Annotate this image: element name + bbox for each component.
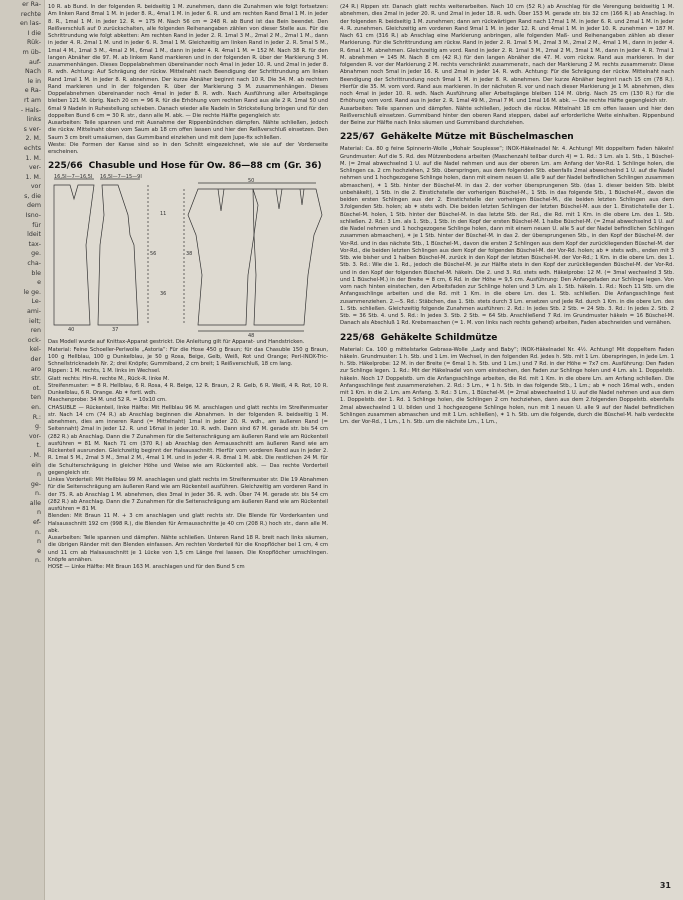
dim-label: 50 xyxy=(248,178,255,185)
pattern-diagram xyxy=(48,174,328,340)
dim-label: 56 xyxy=(150,251,157,258)
margin-text-fragment: e Ra- xyxy=(24,87,41,95)
material-paragraph: Material: Feine Schoeller-Perlwolle „Astoria“: Für die Hose 450 g Braun; für das Chasuble 150 g Braun, 100 g Hellblau, 100 g Dunkelblau, je 50 g Rosa, Beige, Gelb, Weiß, Rot und Orange; Perl-INOX-Tric-Schnellstricknadeln Nr. 2; drei Knöpfe; Gummiband, 2 cm breit; 1 Reißverschluß, 18 cm lang. xyxy=(48,346,328,367)
margin-text-fragment: str. xyxy=(31,375,41,383)
margin-text-fragment: ot. xyxy=(32,384,41,392)
section-number: 225/67 xyxy=(340,132,375,143)
margin-text-fragment: cha- xyxy=(27,260,41,268)
margin-text-fragment: n xyxy=(37,509,41,517)
margin-text-fragment: links xyxy=(26,116,41,124)
margin-text-fragment: le in xyxy=(27,77,41,85)
margin-text-fragment: ver- xyxy=(28,164,41,172)
margin-text-fragment: ge. xyxy=(31,250,41,258)
margin-text-fragment: n. xyxy=(35,490,41,498)
margin-text-fragment: 1. M. xyxy=(25,173,41,181)
margin-text-fragment: n xyxy=(37,471,41,479)
section-heading-225-66 xyxy=(48,160,328,172)
margin-text-fragment: t. xyxy=(36,442,41,450)
margin-text-fragment: 2. M. xyxy=(25,135,41,143)
margin-text-fragment: R.: xyxy=(32,413,41,421)
dart-mark-2 xyxy=(276,189,282,209)
section-number: 225/66 xyxy=(48,161,83,172)
finishing-paragraph: Ausarbeiten: Teile spannen und mit Ausnahme der Rippenbündchen dämpfen. Nähte schließen, jedoch die rückw. Mittelnaht oben vom Saum ab 18 cm offen lassen und hier den Reißverschluß einsetzen. Den Saum 3 cm breit umsäumen, das Gummiband einziehen und mit dem Jupe-fix schließen. xyxy=(48,120,328,141)
pants-piece-right xyxy=(253,189,322,325)
dim-label: 40 xyxy=(68,327,75,334)
margin-text-fragment: vor xyxy=(30,183,41,191)
margin-text-fragment: ble xyxy=(31,269,41,277)
vest-note: Weste: Die Formen der Kanse sind so in den Schnitt eingezeichnet, wie sie auf der Vorderseite erscheinen. xyxy=(48,141,328,155)
margin-text-fragment: s ver- xyxy=(23,125,41,133)
margin-text-fragment: Le- xyxy=(31,298,41,306)
margin-text-fragment: n. xyxy=(35,528,41,536)
section-title: Gehäkelte Mütze mit Büschelmaschen xyxy=(380,132,574,143)
margin-text-fragment: ren xyxy=(30,327,41,335)
hose-paragraph: HOSE — Linke Hälfte: Mit Braun 163 M. anschlagen und für den Bund 5 cm xyxy=(48,564,245,570)
margin-text-fragment: auf- xyxy=(29,58,41,66)
margin-text-fragment: s, die xyxy=(24,192,41,200)
margin-text-fragment: Rük- xyxy=(26,39,41,47)
left-column xyxy=(48,4,328,888)
dim-label: 11 xyxy=(160,211,167,218)
margin-text-fragment: ein xyxy=(31,461,41,469)
margin-text-fragment: kel- xyxy=(29,346,41,354)
margin-text-fragment: n. xyxy=(35,557,41,565)
margin-text-fragment: rt am xyxy=(23,96,41,104)
margin-text-fragment: rechte xyxy=(20,10,41,18)
hat-instructions: Material: Ca. 80 g feine Spinnerin-Wolle „Mohair Souplesse“; INOX-Häkelnadel Nr. 4. Achtung! Mit doppeltem Faden häkeln! Grundmuster: Auf die 5. Rd. des Mützenbodens arbeiten (Maschenzahl teilbar durch 4) = 1. Rd.: 3 Lm. als 1. Stb., 1 Büschel-M. (= 2mal abwechselnd 1 U. auf die Nadel nehmen und aus der oberen Lm. am Anfang der Vor-Rd. 1 Schlinge holen, die Schlingen ca. 2 cm hochziehen, 2 Stb. überspringen, aus dem folgenden Stb. ebenfalls 2mal abwechselnd 1 U. auf die Nadel nehmen und 1 hochgezogene Schlinge holen, dann mit einem neuen U. alle 9 auf der Nadel befindlichen Schlingen zusammen abmaschen), ✶ 1 Stb. hinter der Büschel-M. in das 2. der vorher übersprungenen Stb. (das 1. dieser beiden Stb. bleibt unbehäkelt), 1 Stb. in die 2. Einstichstelle der vorherigen Büschel-M., 1 Stb. in das folgende Stb., 1 Büschel-M., davon die beiden ersten Schlingen aus der 2. Einstichstelle der vorherigen Büschel-M., die beiden letzten Schlingen aus dem 3.folgenden Stb. holen; ab ✶ stets wdh. Die beiden letzten Schlingen der letzten Büschel-M. aus der 1. Einstichstelle der 1. Büschel-M. holen, 1 Stb. hinter der Büschel-M. in das letzte Stb. der Rd., die Rd. mit 1 Km. in die obere Lm. des 1. Stb. schließen. 2. Rd.: 3 Lm. als 1. Stb., 1 Stb. in den Kopf der ersten Büschel-M. 1 halbe Büschel-M. (= 2mal abwechselnd 1 U. auf die Nadel nehmen und 1 hochgezogene Schlinge holen, dann mit einem neuen U. alle 5 auf der Nadel befindlichen Schlingen zusammen abmaschen), ✶ je 1 Stb. hinter der Büschel-M. in das 2. der übersprungenen Stb., in den Kopf der Büschel-M. der Vor-Rd. und in das nächste Stb., 1 Büschel-M., davon die ersten 2 Schlingen aus dem Kopf der zurückliegenden Büschel-M. der Vor-Rd., die beiden letzten Schlingen aus dem Kopf der folgenden Büschel-M. der Vor-Rd. holen; ab ✶ stets wdh., enden mit 3 Stb. wie bisher und 1 halben Büschel-M. zurück in den Kopf der letzten Büschel-M. der Vor-Rd.; 1 Km. in die obere Lm. des 1. Stb. 3. Rd.: Wie die 1. Rd., jedoch die Büschel-M. je zur Hälfte stets in den Kopf der zurückliegenden Büschel-M. der Vor-Rd. und in den Kopf der folgenden Büschel-M. häkeln. Die 2. und 3. Rd. stets wdh. Häkelprobe: 12 M. (= 3mal wechselnd 3 Stb. und 1 Büschel-M.) in der Breite = 8 cm, 6 Rd. in der Höhe = 9,5 cm. Ausführung: Den Anfangsfaden zur Schlinge legen. Von vorn nach hinten einstechen, den Arbeitsfaden zur Schlinge holen und 3 Lm. als 1. Stb. häkeln. 1. Rd.: Noch 11 Stb. um die Anfangsschlinge arbeiten und die Rd. mit 1 Km. in die obere Lm. des 1. Stb. schließen. Die Anfangsschlinge fest zusammenziehen. 2.—5. Rd.: Stäbchen, das 1. Stb. stets durch 3 Lm. ersetzen und jede Rd. durch 1 Km. in die obere Lm. des 1. Stb. schließen. Gleichzeitig folgende Zunahmen ausführen: 2. Rd.: In jedes Stb. 2 Stb. = 24 Stb. 3. Rd.: In jedes 2. Stb. 2 Stb. = 36 Stb. 4. und 5. Rd.: In jedes 3. Stb. 2 Stb. = 64 Stb. Anschließend 7 Rd. im Grundmuster häkeln = 16 Büschel-M. Danach als Abschluß 1 Rd. Krebsmaschen (= 1. M. von links nach rechts gehend) arbeiten, Faden abschneiden und vernähen. xyxy=(340,146,674,327)
previous-page-margin xyxy=(0,0,45,900)
section-title: Chasuble und Hose für Ow. 86—88 cm (Gr. 36) xyxy=(88,161,322,172)
section-heading-225-67 xyxy=(340,131,674,143)
dim-label: 36 xyxy=(160,291,167,298)
margin-text-fragment: en. xyxy=(31,403,41,411)
dim-label: 16,5I—7—16,5I xyxy=(54,174,93,181)
margin-text-fragment: 1. M. xyxy=(25,154,41,162)
margin-text-fragment: ge- xyxy=(30,480,41,488)
front-piece-paragraph: Linkes Vorderteil: Mit Hellblau 99 M. anschlagen und glatt rechts im Streifenmuster str. Die 19 Abnahmen für die Seitenschrägung am äußeren Rand wie am Rückenteil ausführen. Gleichzeitig am vorderen Rand in der 75. R. ab Anschlag 1 M. abnehmen, dies 3mal in jeder 36. R. wdh. Über 74 M. gerade str. bis 54 cm (282 R.) ab Anschlag. Dann die 7 Zunahmen für die Seitenschrägung am äußeren Rand wie am Rückenteil ausführen = 81 M. xyxy=(48,477,328,512)
margin-text-fragment: Isno- xyxy=(25,212,41,220)
margin-text-fragment: - Hals- xyxy=(20,106,41,114)
margin-text-fragment: dem xyxy=(26,202,41,210)
dim-label: 48 xyxy=(248,333,255,340)
margin-text-fragment: der xyxy=(30,355,41,363)
pants-instructions-intro: 10 R. ab Bund. In der folgenden R. beidseitig 1 M. zunehmen, dann die Zunahmen wie folgt fortsetzen: Am linken Rand 8mal 1 M. in jeder 8. R., 4mal 1 M. in jeder 6. R. und am rechten Rand 8mal 1 M. in jeder 8. R., 1mal 1 M. in jeder 12. R. = 175 M. Nach 56 cm = 248 R. ab Bund ist das Bein beendet. Den Reißverschluß auf 0 zurückschalten, alle folgenden Reihenangaben zählen von dieser Stelle aus. Für die Schrittrundung wie folgt abketten: Am rechten Rand in jeder 2. R. 1mal 3 M., 2mal 2 M., 2mal 1 M., dann in jeder 4. R. 2mal 1 M. und in jeder 6. R. 3mal 1 M. Gleichzeitig am linken Rand in jeder 2. R. 5mal 5 M., 1mal 4 M., 1mal 3 M., 4mal 2 M., 6mal 1 M., dann in jeder 4. R. 4mal 1 M. = 152 M. Nach 38 R. für den langen Abnäher die 97. M. ab linkem Rand markieren und in der folgenden R. über der Markierung 3 M. zusammenhängen. Dieses Doppelabnehmen übereinander noch 4mal in jeder 10. R. und 2mal in jeder 8. R. wdh. Achtung: Auf Schrägung der rückw. Mittelnaht nach Beendigung der Schrittrundung am linken Rand 1mal 1 M. in jeder 8. R. abnehmen. Der kurze Abnäher beginnt nach 10 R. Die 34. M. ab rechtem Rand markieren und in der folgenden R. über der Markierung 3 M. zusammenhängen. Dieses Doppelabnehmen übereinander noch 4mal in jeder 8. R. wdh. Nach Ausführung aller Arbeitsgänge bleiben 121 M. übrig. Nach 20 cm = 96 R. für die Erhöhung vom rechten Rand aus alle 2 R. 1mal 50 und 6mal 9 Nadeln in Ruhestellung schieben. Danach wieder alle Nadeln in Strickstellung bringen und für den doppelten Bund 6 cm = 30 R. str., dann alle M. abk. — Die rechte Hälfte gegengleich str. xyxy=(48,4,328,119)
margin-text-fragment: ami- xyxy=(26,308,41,315)
chasuble-paragraph: CHASUBLE — Rückenteil, linke Hälfte: Mit Hellblau 96 M. anschlagen und glatt rechts im Streifenmuster str. Nach 14 cm (74 R.) ab Anschlag beginnen die Abnahmen. In der folgenden R. beidseitig 1 M. abnehmen, dies am inneren Rand (= Mittelnaht) 1mal in jeder 20. R. wdh., am äußeren Rand (= Seitennaht) 2mal in jeder 12. R. und 16mal in jeder 10. R. wdh. Dann sind 67 M. gerade str. bis 54 cm (282 R.) ab Anschlag. Dann die 7 Zunahmen für die Seitenschrägung am äußeren Rand wie am Rückenteil ausführen = 81 M. Nach 71 cm (370 R.) ab Anschlag den Armausschnitt am äußeren Rand wie am Rückenteil ausrunden. Gleichzeitig beginnt der Halsausschnitt. Hierfür vom vorderen Rand aus in jeder 2. R. 1mal 5 M., 2mal 3 M., 3mal 2 M., 4mal 1 M. und in jeder 4. R. 8mal 1 M. abk. Die restlichen 24 M. für die Schulterschrägung in gleicher Höhe und Weise wie am Rückenteil abk. — Das rechte Vorderteil gegengleich str. xyxy=(48,404,328,476)
margin-text-fragment: Nach xyxy=(24,68,41,76)
margin-text-fragment: für xyxy=(32,221,41,229)
chasuble-front-shape xyxy=(98,185,138,325)
margin-text-fragment: g. xyxy=(35,423,41,431)
section-number: 225/68 xyxy=(340,332,375,343)
pants-continuation: (24 R.) Rippen str. Danach glatt rechts weiterarbeiten. Nach 10 cm (52 R.) ab Anschlag für die Verengung beidseitig 1 M. abnehmen, dies 2mal in jeder 20. R. und 2mal in jeder 18. R. wdh. Über 153 M. gerade str. bis 32 cm (166 R.) ab Anschlag. In der folgenden R. beidseitig 1 M. zunehmen; dann am rückwärtigen Rand nach 17mal 1 M. in jeder 6. R. und 2mal 1 M. in jeder 4. R. zunehmen. Gleichzeitig am vorderen Rand 9mal 1 M. in jeder 12. R. und 4mal 1 M. in jeder 10. R. zunehmen = 187 M. Nach 61 cm (316 R.) ab Anschlag eine Markierung anbringen, alle folgenden Maß- und Reihenangaben zählen ab dieser Markierung. Für die Schrittrundung am rückw. Rand in jeder 2. R. 1mal 5 M., 2mal 3 M., 2mal 2 M., 4mal 1 M., dann in jeder 4. R. 6mal 1 M. abnehmen. Gleichzeitig am vord. Rand in jeder 2. R. 1mal 3 M., 2mal 2 M., 3mal 1 M., dann in jeder 4. R. 7mal 1 M. abnehmen = 145 M. Nach 8 cm (42 R.) für den langen Abnäher die 47. M. vom rückw. Rand aus markieren. In der folgenden R. vor der Markierung 2 M. rechts verschränkt zusammenstr., nach der Markierung 2 M. rechts zusammenstr. Diese Abnahmen noch 5mal in jeder 16. R. und 2mal in jeder 14. R. wdh. Achtung: Für die Schrägung der rückw. Mittelnaht nach Beendigung der Schrittrundung noch 9mal 1 M. in jeder 8. R. abnehmen. Der kurze Abnäher beginnt nach 15 cm (78 R.). Hierfür die 35. M. vom vord. Rand aus markieren. In der nächsten R. vor und nach dieser Markierung je 1 M. abnehmen, dies noch 4mal in jeder 10. R. wdh. Nach Ausführung aller Arbeitsgänge bleiben 114 M. übrig. Nach 25 cm (130 R.) für die Erhöhung vom vord. Rand aus in jeder 2. R. 1mal 49 M., 2mal 7 M. und 1mal 16 M. abk. — Die rechte Hälfte gegengleich str. xyxy=(340,4,674,105)
pattern-svg xyxy=(48,174,328,340)
cap-instructions: Material: Ca. 100 g mittelstarke Gebrasa-Wolle „Lady and Baby“; INOX-Häkelnadel Nr. 4½. Achtung! Mit doppeltem Faden häkeln. Grundmuster: 1 h. Stb. und 1 Lm. im Wechsel, in den folgenden Rd. jedes h. Stb. mit 1 Lm. überspringen, in jede Lm. 1 h. Stb. Häkelprobe: 12 M. in der Breite (= 6mal 1 h. Stb. und 1 Lm.) und 7 Rd. in der Höhe = 7x7 cm. Ausführung: Den Faden zur Schlinge legen. 1. Rd.: Mit der Häkelnadel von vorn einstechen, den Faden zur Schlinge holen und 4 Lm. als 1. Doppelstb. häkeln. Noch 17 Doppelstb. um die Anfangsschlinge arbeiten, die Rd. mit 1 Km. in die obere Lm. am Anfang schließen. Die Anfangsschlinge fest zusammenziehen. 2. Rd.: 3 Lm., ✶ 1 h. Stb. in das folgende Stb., 1 Lm.; ab ✶ noch 16mal wdh., enden mit 1 Km. in die 2. Lm. am Anfang. 3. Rd.: 3 Lm., 1 Büschel-M. (= 2mal abwechselnd 1 U. auf die Nadel nehmen und aus dem 1. Doppelstb. der 1. Rd. 1 Schlinge holen, die Schlingen 2 cm hochziehen, dann aus dem 2.folgenden Doppelstb. ebenfalls 2mal abwechselnd 1 U. bilden und 1 hochgezogene Schlinge holen, nun mit 1 neuen U. alle 9 auf der Nadel befindlichen Schlingen zusammen abmaschen und mit 1 Lm. schließen), ✶ 1 h. Stb. um die folgende, durch die Büschel-M. halb verdeckte Lm. der Vor-Rd., 1 Lm., 1 h. Stb. um die nächste Lm., 1 Lm., xyxy=(340,346,674,425)
margin-text-fragment: en las- xyxy=(19,20,41,28)
dim-label: 37 xyxy=(112,327,119,334)
margin-text-fragment: e xyxy=(37,547,41,555)
streifen-paragraph: Streifenmuster: = 8 R. Hellblau, 6 R. Rosa, 4 R. Beige, 12 R. Braun, 2 R. Gelb, 6 R. Weiß, 4 R. Rot, 10 R. Dunkelblau, 6 R. Orange. Ab ✶ fortl. wdh. xyxy=(48,382,328,396)
page-number: 31 xyxy=(659,881,671,890)
section-title: Gehäkelte Schildmütze xyxy=(380,332,498,343)
margin-text-fragment: er Ra- xyxy=(22,1,41,8)
margin-text-fragment: I die xyxy=(27,29,41,37)
margin-text-fragment: e xyxy=(37,279,41,287)
margin-text-fragment: le ge. xyxy=(23,288,41,296)
dart-mark-3 xyxy=(300,189,304,205)
margin-text-fragment: ock- xyxy=(27,336,41,344)
margin-text-fragment: ielt; xyxy=(29,317,41,325)
pants-finishing: Ausarbeiten: Teile spannen und dämpfen. Nähte schließen, jedoch die rückw. Mittelnaht 18 cm offen lassen und hier den Reißverschluß einsetzen. Gummiband hinter den oberen Rand steppen, dabei auf erforderliche Weite einhalten. Rippenbund der Beine zur Hälfte nach links säumen und Gummiband durchziehen. xyxy=(340,105,674,126)
margin-text-fragment: tax- xyxy=(28,240,41,248)
margin-text-fragment: ldeit xyxy=(27,231,41,239)
maschenprobe-paragraph: Maschenprobe: 34 M. und 52 R. = 10x10 cm. xyxy=(48,397,167,404)
rippen-paragraph: Rippen: 1 M. rechts, 1 M. links im Wechsel. xyxy=(48,368,161,375)
chasuble-back-shape xyxy=(54,185,94,325)
right-column xyxy=(340,4,674,874)
margin-text-fragment: ef- xyxy=(32,519,41,527)
margin-text-fragment: alle xyxy=(29,499,41,507)
pants-piece-left xyxy=(188,189,258,325)
dim-label: 16,5I—7—15—9I xyxy=(100,174,142,181)
dim-label: 38 xyxy=(186,251,193,258)
glatt-paragraph: Glatt rechts: Hin-R. rechte M., Rück-R. linke M. xyxy=(48,375,170,382)
margin-text-fragment: . M. xyxy=(29,451,41,459)
margin-text-fragment: ten xyxy=(30,394,41,402)
margin-text-fragment: aro xyxy=(30,365,41,373)
margin-text-fragment: vor- xyxy=(28,432,41,440)
margin-text-fragment: echts xyxy=(23,144,41,152)
model-note: Das Modell wurde auf Knittax-Apparat gestrickt. Die Anleitung gilt für Apparat- und Handstricken. xyxy=(48,339,305,346)
dart-mark-1 xyxy=(218,189,224,211)
margin-text-fragment: m üb- xyxy=(22,48,41,56)
finishing-paragraph-2: Ausarbeiten: Teile spannen und dämpfen. Nähte schließen. Unteren Rand 18 R. breit nach links säumen, die übrigen Ränder mit den Blenden einfassen. Am rechten Vorderteil für die Knopflöcher bei 1 cm, 4 cm und 11 cm ab Halsausschnitt je 1 Lücke von 1,5 cm Länge frei lassen. Die Knopflöcher umschlingen. Knöpfe annähen. xyxy=(48,535,328,563)
margin-text-fragment: n xyxy=(37,538,41,546)
blenden-paragraph: Blenden: Mit Braun 11 M. + 3 cm anschlagen und glatt rechts str. Die Blende für Vorderkanten und Halsausschnitt 192 cm (998 R.), die Blenden für Armausschnitte je 40 cm (208 R.) hoch str., dann alle M. abk. xyxy=(48,513,328,534)
section-heading-225-68 xyxy=(340,332,674,344)
